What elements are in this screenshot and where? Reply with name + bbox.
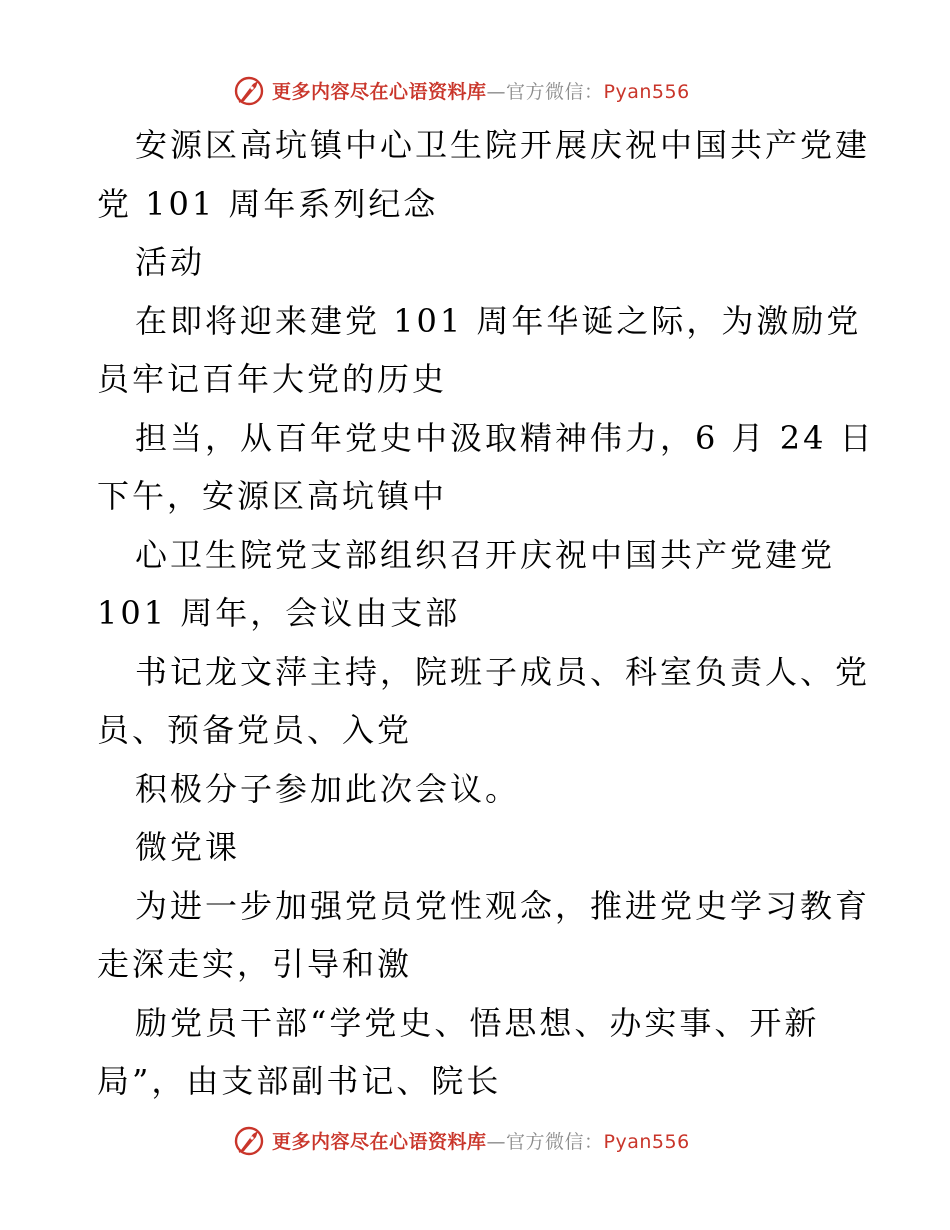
banner-main-text: 更多内容尽在心语资料库: [272, 1130, 487, 1153]
text-line: 员牢记百年大党的历史: [97, 360, 448, 398]
banner-text: [272, 77, 690, 104]
text-line: 心卫生院党支部组织召开庆祝中国共产党建党: [135, 535, 836, 574]
header-banner: [232, 72, 690, 108]
text-line: 党 101 周年系列纪念: [97, 184, 439, 223]
banner-wechat-label: 官方微信：: [506, 80, 604, 103]
text-line: 励党员干部“学党史、悟思想、办实事、开新: [135, 1003, 820, 1042]
text-line: 为进一步加强党员党性观念，推进党史学习教育: [135, 886, 871, 925]
text-line: 在即将迎来建党 101 周年华诞之际，为激励党: [135, 301, 862, 340]
text-line: 下午，安源区高坑镇中: [97, 477, 448, 515]
document-body: [97, 116, 875, 1111]
section-heading: 微党课: [135, 828, 241, 866]
banner-separator: —: [486, 80, 507, 103]
text-line: 积极分子参加此次会议。: [135, 769, 521, 808]
banner-main-text: 更多内容尽在心语资料库: [272, 80, 487, 103]
pen-nib-logo-icon: [232, 73, 266, 107]
footer-banner: [232, 1122, 690, 1158]
banner-wechat-id: Pyan556: [603, 1130, 690, 1153]
text-line: 员、预备党员、入党: [97, 711, 413, 749]
text-line: 走深走实，引导和激: [97, 945, 413, 983]
pen-nib-logo-icon: [232, 1123, 266, 1157]
banner-wechat-id: Pyan556: [603, 80, 690, 103]
text-line: 安源区高坑镇中心卫生院开展庆祝中国共产党建: [135, 126, 871, 164]
text-line: 局”，由支部副书记、院长: [97, 1062, 502, 1100]
text-line: 活动: [135, 243, 206, 281]
text-line: 101 周年，会议由支部: [97, 594, 461, 632]
text-line: 担当，从百年党史中汲取精神伟力，6 月 24 日: [135, 418, 875, 457]
banner-separator: —: [486, 1130, 507, 1153]
banner-text: [272, 1127, 690, 1154]
text-line: 书记龙文萍主持，院班子成员、科室负责人、党: [135, 652, 871, 691]
banner-wechat-label: 官方微信：: [506, 1130, 604, 1153]
